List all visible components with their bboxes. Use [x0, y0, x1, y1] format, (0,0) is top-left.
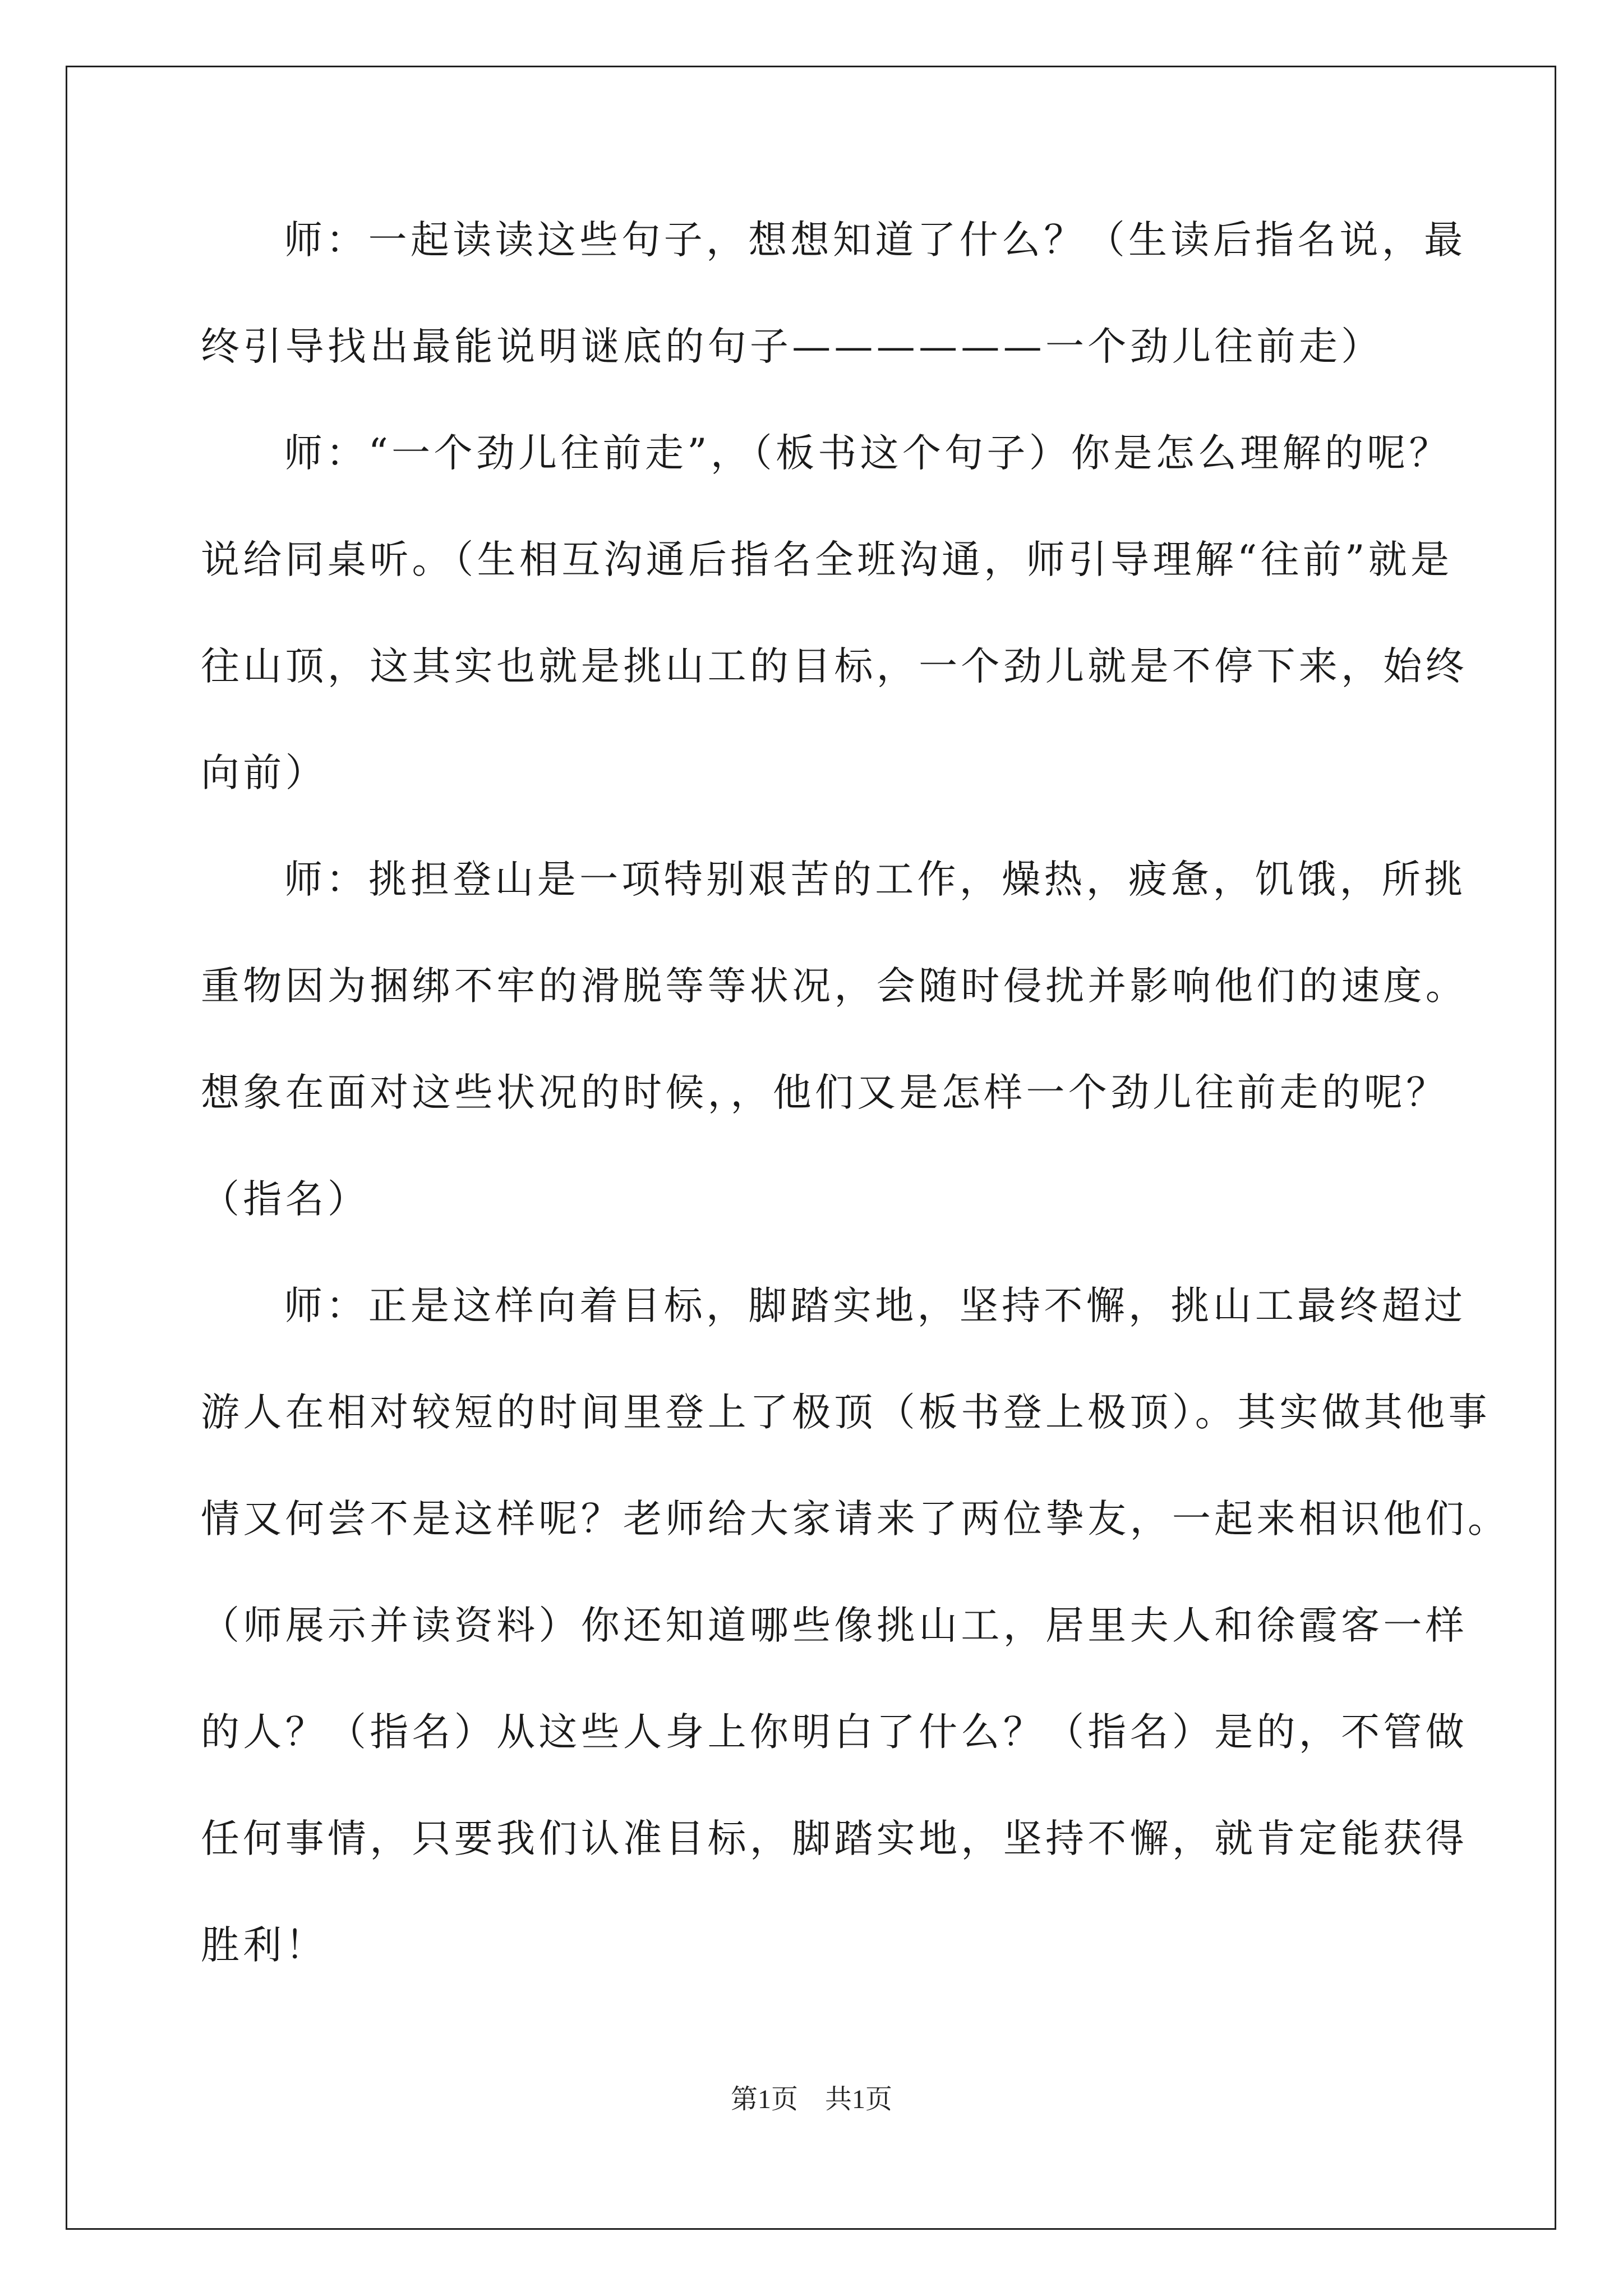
paragraph-line: 师：一起读读这些句子，想想知道了什么？（生读后指名说，最 — [284, 218, 1467, 263]
paragraph-line: 终引导找出最能说明谜底的句子——————一个劲儿往前走） — [201, 324, 1384, 369]
paragraph-line: 想象在面对这些状况的时候，，他们又是怎样一个劲儿往前走的呢？ — [201, 1070, 1449, 1115]
page-number-footer: 第1页 共1页 — [730, 2085, 892, 2114]
paragraph-line: 师：正是这样向着目标，脚踏实地，坚持不懈，挑山工最终超过 — [284, 1283, 1467, 1328]
paragraph-line: 的人？（指名）从这些人身上你明白了什么？（指名）是的，不管做 — [201, 1710, 1468, 1755]
paragraph-line: 往山顶，这其实也就是挑山工的目标，一个劲儿就是不停下来，始终 — [201, 644, 1468, 689]
paragraph-line: 说给同桌听。（生相互沟通后指名全班沟通，师引导理解“往前”就是 — [201, 537, 1453, 582]
paragraph-line: 重物因为捆绑不牢的滑脱等等状况，会随时侵扰并影响他们的速度。 — [201, 964, 1468, 1009]
paragraph-line: 师：挑担登山是一项特别艰苦的工作，燥热，疲惫，饥饿，所挑 — [284, 857, 1467, 902]
paragraph-line: 向前） — [201, 751, 328, 795]
paragraph-line: 游人在相对较短的时间里登上了极顶（板书登上极顶）。其实做其他事 — [201, 1390, 1491, 1435]
paragraph-line: 任何事情，只要我们认准目标，脚踏实地，坚持不懈，就肯定能获得 — [201, 1816, 1468, 1861]
paragraph-line: （指名） — [201, 1177, 370, 1222]
document-body — [201, 218, 1510, 1968]
paragraph-line: 情又何尝不是这样呢？老师给大家请来了两位挚友，一起来相识他们。 — [201, 1497, 1510, 1542]
paragraph-line: 师：“一个劲儿往前走”，（板书这个句子）你是怎么理解的呢？ — [284, 431, 1451, 476]
paragraph-line: 胜利！ — [201, 1923, 328, 1968]
paragraph-line: （师展示并读资料）你还知道哪些像挑山工，居里夫人和徐霞客一样 — [201, 1603, 1468, 1648]
